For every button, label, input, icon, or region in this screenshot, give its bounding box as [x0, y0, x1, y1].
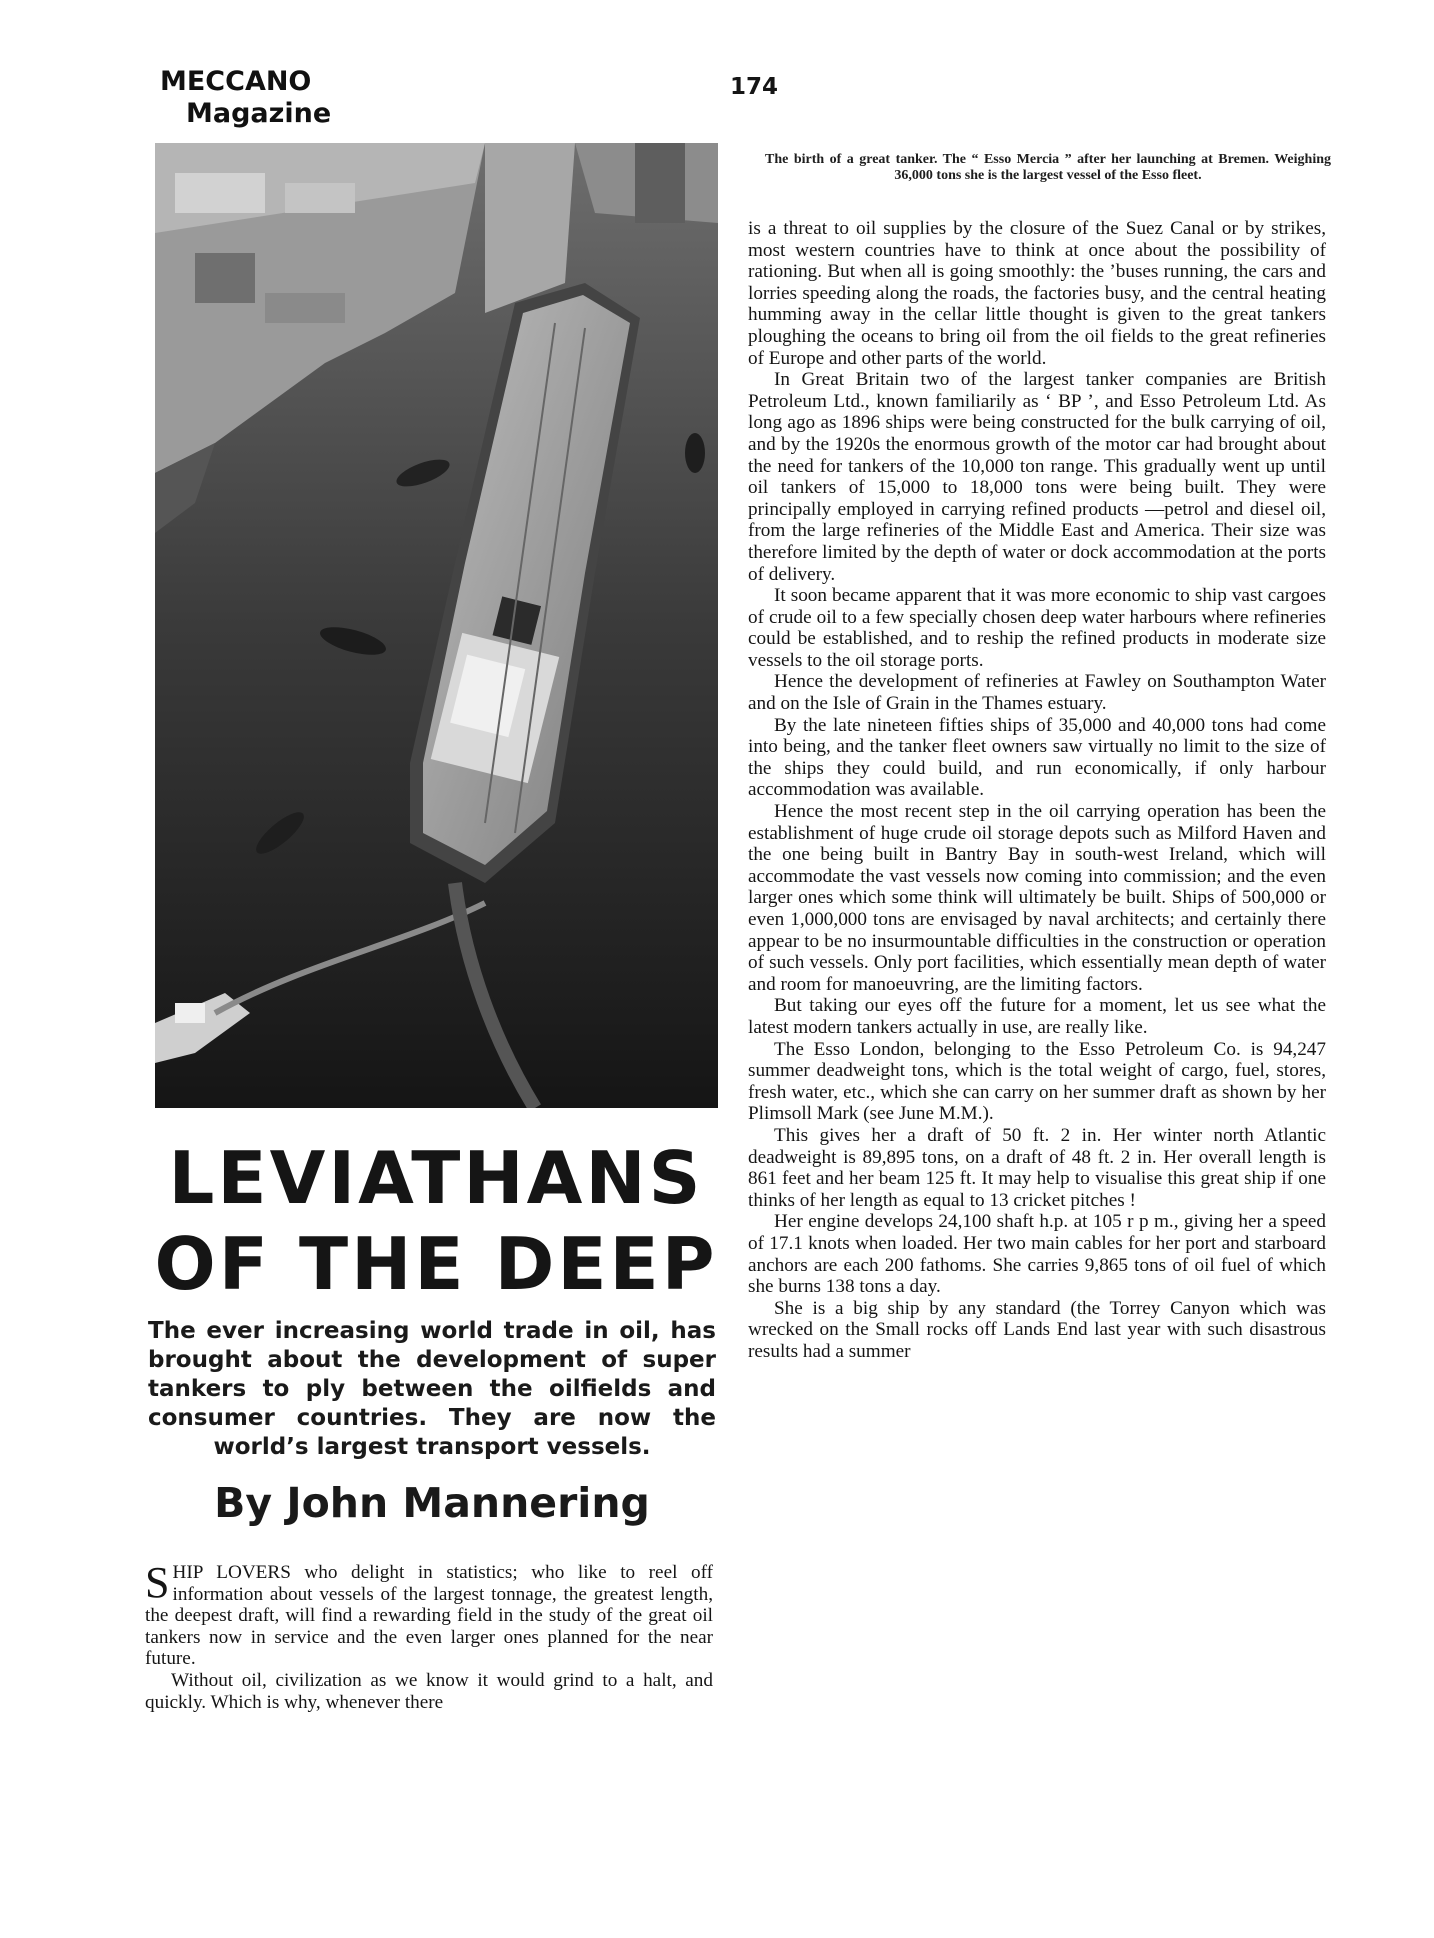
photo-caption: The birth of a great tanker. The “ Esso Mercia ” after her launching at Bremen. Weighing 36,000 tons she is the largest vessel of the Esso fleet. [765, 152, 1331, 183]
right-paragraph: is a threat to oil supplies by the closure of the Suez Canal or by strikes, most western countries have to think at once about the possibility of rationing. But when all is going smoothly: the ’buses running, the cars and lorries speeding along the roads, the factories busy, and the central heating humming away in the cellar little thought is given to the great tankers ploughing the oceans to bring oil from the oil fields to the great refineries of Europe and other parts of the world. [748, 218, 1326, 369]
headline-line-2: OF THE DEEP [154, 1222, 718, 1306]
masthead-subtitle: Magazine [186, 98, 332, 129]
right-paragraph: But taking our eyes off the future for a moment, let us see what the latest modern tankers actually in use, are really like. [748, 995, 1326, 1038]
article-deck: The ever increasing world trade in oil, has brought about the development of super tankers to ply between the oilfields and consumer countries. They are now the world’s largest transport vessels. [148, 1318, 716, 1460]
tanker-launch-photo [155, 143, 718, 1108]
right-paragraph: In Great Britain two of the largest tanker companies are British Petroleum Ltd., known familiarily as ‘ BP ’, and Esso Petroleum Ltd. As long ago as 1896 ships were being constructed for the bulk carrying of oil, and by the 1920s the enormous growth of the motor car had brought about the need for tankers of the 10,000 ton range. This gradually went up until oil tankers of 15,000 to 18,000 tons were being built. They were principally employed in carrying refined products —petrol and diesel oil, from the large refineries of the Middle East and America. Their size was therefore limited by the depth of water or dock accommodation at the ports of delivery. [748, 369, 1326, 585]
right-paragraph: Hence the development of refineries at Fawley on Southampton Water and on the Isle of Grain in the Thames estuary. [748, 671, 1326, 715]
headline-line-1: LEVIATHANS [168, 1136, 704, 1220]
right-column [748, 218, 1326, 1362]
page-number: 174 [730, 74, 779, 100]
right-paragraph: The Esso London, belonging to the Esso Petroleum Co. is 94,247 summer deadweight tons, which is the total weight of cargo, fuel, stores, fresh water, etc., which she can carry on her summer draft as shown by her Plimsoll Mark (see June M.M.). [748, 1038, 1326, 1125]
drop-cap: S [145, 1558, 170, 1607]
left-paragraph-2: Without oil, civilization as we know it would grind to a halt, and quickly. Which is why, whenever there [145, 1669, 713, 1713]
masthead-title: MECCANO [160, 66, 312, 97]
masthead [160, 66, 360, 130]
right-paragraph: Her engine develops 24,100 shaft h.p. at 105 r p m., giving her a speed of 17.1 knots when loaded. Her two main cables for her port and starboard anchors are each 200 fathoms. She carries 9,865 tons of oil fuel of which she burns 138 tons a day. [748, 1211, 1326, 1298]
right-paragraph: By the late nineteen fifties ships of 35,000 and 40,000 tons had come into being, and the tanker fleet owners saw virtually no limit to the size of the ships they could build, and run economically, if only harbour accommodation was available. [748, 714, 1326, 801]
byline: By John Mannering [214, 1479, 650, 1527]
right-paragraph: Hence the most recent step in the oil carrying operation has been the establishment of huge crude oil storage depots such as Milford Haven and the one being built in Bantry Bay in south-west Ireland, which will accommodate the vast vessels now coming into commission; and the even larger ones which some think will ultimately be built. Ships of 500,000 or even 1,000,000 tons are envisaged by naval architects; and certainly there appear to be no insurmountable difficulties in the construction or operation of such vessels. Only port facilities, which essentially mean depth of water and room for manoeuvring, are the limiting factors. [748, 801, 1326, 995]
left-column [145, 1558, 713, 1713]
right-paragraph: This gives her a draft of 50 ft. 2 in. Her winter north Atlantic deadweight is 89,895 tons, on a draft of 48 ft. 2 in. Her overall length is 861 feet and her beam 125 ft. It may help to visualise this great ship if one thinks of her length as equal to 13 cricket pitches ! [748, 1124, 1326, 1211]
article-headline [146, 1135, 726, 1307]
left-paragraph-1-text: HIP LOVERS who delight in statistics; who like to reel off information about vessels of the largest tonnage, the greatest length, the deepest draft, will find a rewarding field in the study of the great oil tankers now in service and the even larger ones planned for the near future. [145, 1562, 713, 1670]
right-paragraph: It soon became apparent that it was more economic to ship vast cargoes of crude oil to a few specially chosen deep water harbours where refineries could be established, and to reship the refined products in moderate size vessels to the oil storage ports. [748, 585, 1326, 671]
left-paragraph-1 [145, 1558, 713, 1670]
right-paragraph: She is a big ship by any standard (the Torrey Canyon which was wrecked on the Small rocks off Lands End last year with such disastrous results had a summer [748, 1297, 1326, 1362]
